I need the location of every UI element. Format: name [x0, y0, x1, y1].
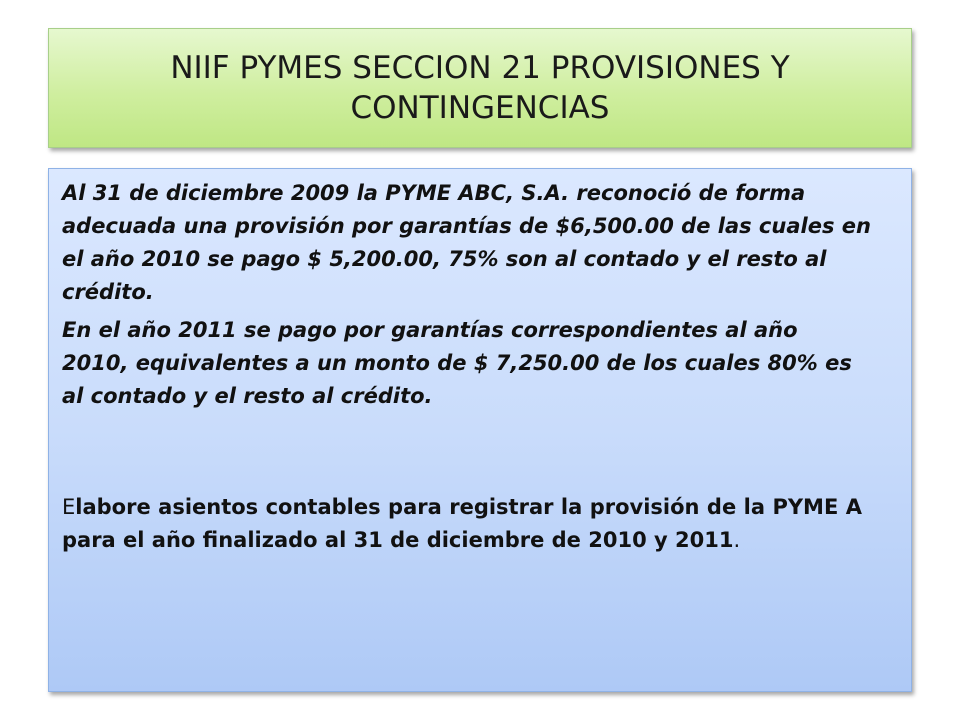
instruction-first-letter: E [62, 495, 76, 519]
paragraph-provision-2009: Al 31 de diciembre 2009 la PYME ABC, S.A. reconoció de forma adecuada una provisión por garantías de $6,500.00 de las cuales en el año 2010 se pago $ 5,200.00, 75% son al contado y el resto al crédito. [62, 181, 871, 304]
slide-title: NIIF PYMES SECCION 21 PROVISIONES Y CONTINGENCIAS [170, 50, 790, 126]
content-box [48, 168, 912, 692]
title-box [48, 28, 912, 148]
instruction-text [62, 491, 862, 557]
instruction-end: . [733, 528, 741, 552]
paragraph-payment-2011: En el año 2011 se pago por garantías correspondientes al año 2010, equivalentes a un monto de $ 7,250.00 de los cuales 80% es al contado y el resto al crédito. [62, 318, 852, 408]
instruction-body: labore asientos contables para registrar la provisión de la PYME A para el año finalizado al 31 de diciembre de 2010 y 2011 [62, 495, 862, 552]
